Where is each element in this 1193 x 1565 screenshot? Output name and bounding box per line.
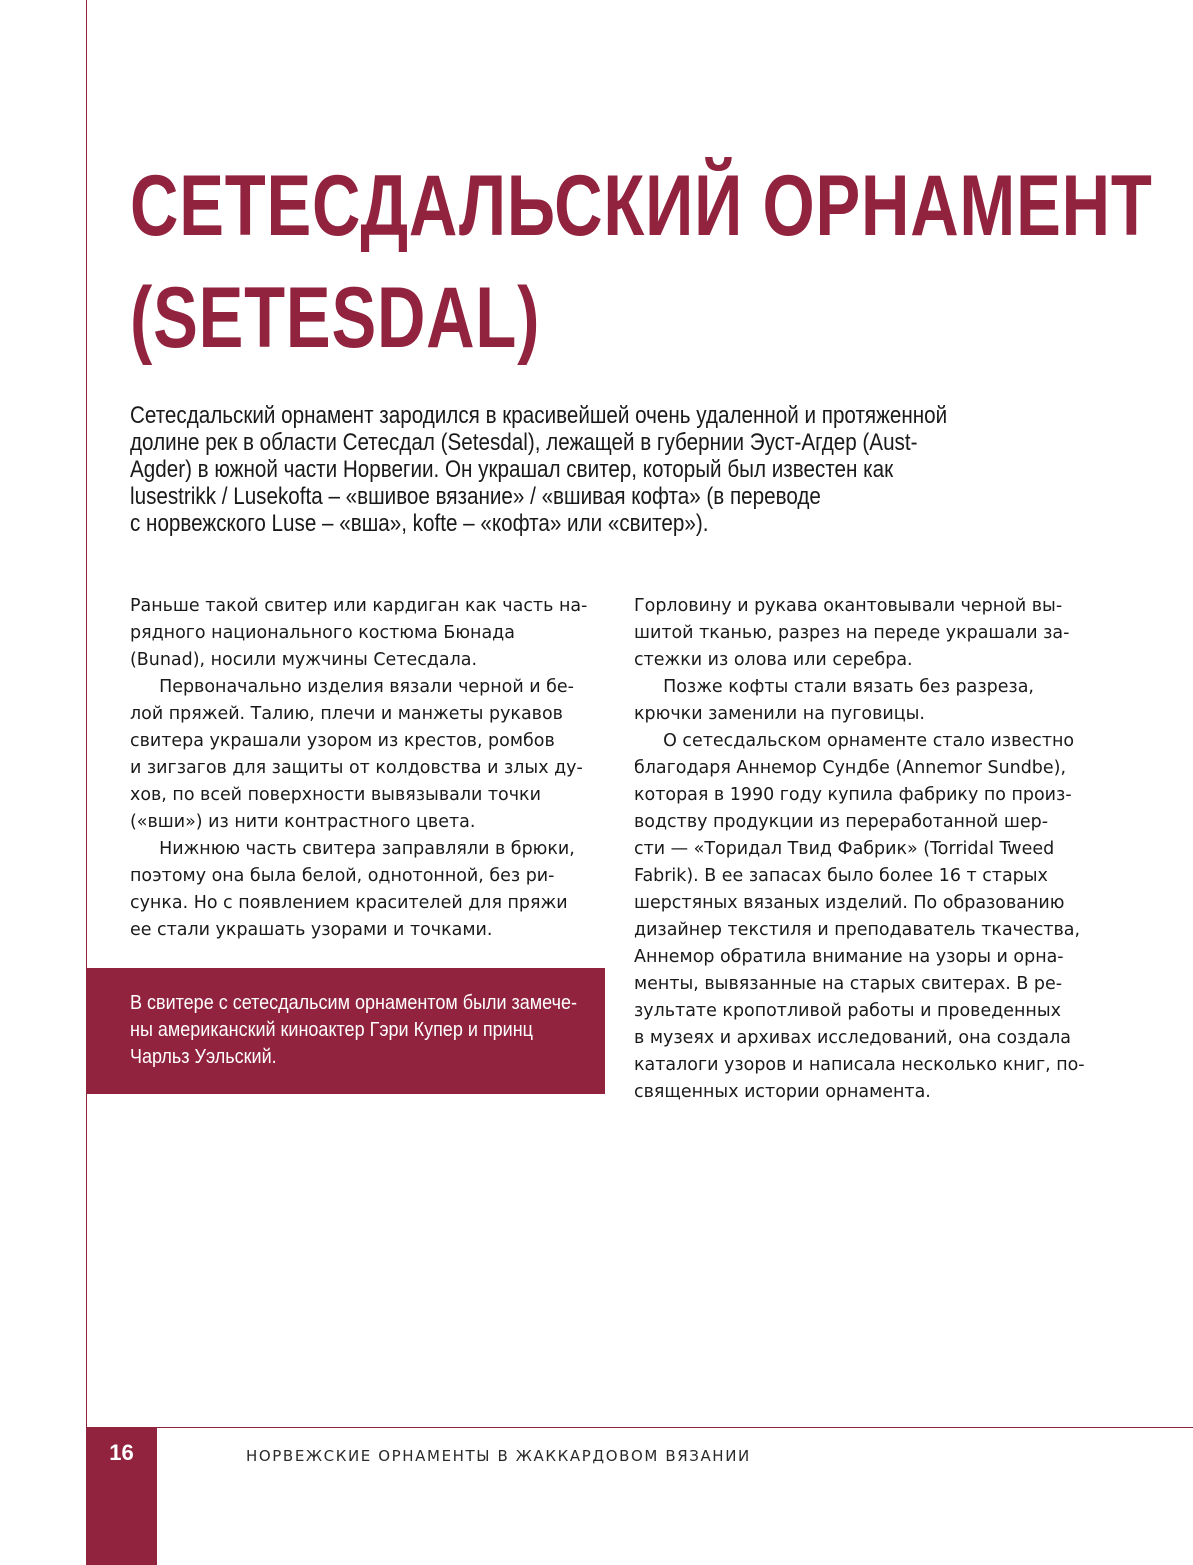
title-line-1: СЕТЕСДАЛЬСКИЙ ОРНАМЕНТ	[130, 158, 1153, 254]
body-line: зультате кропотливой работы и проведенных	[634, 1000, 1061, 1021]
body-line: благодаря Аннемор Сундбе (Annemor Sundbe),	[634, 757, 1066, 778]
body-line: шерстяных вязаных изделий. По образованию	[634, 892, 1065, 913]
body-line: Нижнюю часть свитера заправляли в брюки,	[159, 838, 575, 859]
body-line: водству продукции из переработанной шер-	[634, 811, 1049, 832]
callout-box	[86, 968, 605, 1094]
body-line: менты, вывязанные на старых свитерах. В ре-	[634, 973, 1063, 994]
callout-line: В свитере с сетесдальсим орнаментом были замече-	[130, 992, 577, 1014]
body-line: свитера украшали узором из крестов, ромбов	[130, 730, 555, 751]
lead-line: Agder) в южной части Норвегии. Он украшал свитер, который был известен как	[130, 456, 894, 483]
lead-line: с норвежского Luse – «вша», kofte – «кофта» или «свитер»).	[130, 510, 709, 537]
body-line: Раньше такой свитер или кардиган как часть на-	[130, 595, 588, 616]
body-line: лой пряжей. Талию, плечи и манжеты рукавов	[130, 703, 563, 724]
body-line: Аннемор обратила внимание на узоры и орна-	[634, 946, 1064, 967]
body-line: стежки из олова или серебра.	[634, 649, 913, 670]
body-line: Fabrik). В ее запасах было более 16 т старых	[634, 865, 1048, 886]
callout-line: ны американский киноактер Гэри Купер и принц	[130, 1019, 533, 1041]
running-title: НОРВЕЖСКИЕ ОРНАМЕНТЫ В ЖАККАРДОВОМ ВЯЗАНИИ	[246, 1447, 751, 1465]
body-line: священных истории орнамента.	[634, 1081, 931, 1102]
title-line-2: (SETESDAL)	[130, 270, 541, 366]
body-line: Первоначально изделия вязали черной и бе-	[159, 676, 574, 697]
body-line: и зигзагов для защиты от колдовства и злых ду-	[130, 757, 583, 778]
body-line: сунка. Но с появлением красителей для пряжи	[130, 892, 568, 913]
body-line: дизайнер текстиля и преподаватель ткачества,	[634, 919, 1081, 940]
body-line: каталоги узоров и написала несколько книг, по-	[634, 1054, 1085, 1075]
body-line: рядного национального костюма Бюнада	[130, 622, 515, 643]
left-column	[130, 592, 610, 943]
body-line: поэтому она была белой, однотонной, без ри-	[130, 865, 555, 886]
body-line: Позже кофты стали вязать без разреза,	[663, 676, 1034, 697]
body-line: в музеях и архивах исследований, она создала	[634, 1027, 1071, 1048]
body-line: хов, по всей поверхности вывязывали точки	[130, 784, 541, 805]
body-line: крючки заменили на пуговицы.	[634, 703, 925, 724]
right-column	[634, 592, 1124, 1105]
lead-line: долине рек в области Сетесдал (Setesdal), лежащей в губернии Эуст-Агдер (Aust-	[130, 429, 918, 456]
lead-paragraph	[130, 402, 948, 537]
body-line: (Bunad), носили мужчины Сетесдала.	[130, 649, 478, 670]
lead-line: lusestrikk / Lusekofta – «вшивое вязание» / «вшивая кофта» (в переводе	[130, 483, 821, 510]
page-title	[130, 150, 1153, 374]
body-line: шитой тканью, разрез на переде украшали за-	[634, 622, 1070, 643]
page-number: 16	[109, 1440, 134, 1465]
body-line: («вши») из нити контрастного цвета.	[130, 811, 476, 832]
body-line: которая в 1990 году купила фабрику по произ-	[634, 784, 1072, 805]
margin-rule	[86, 0, 87, 1565]
footer-rule	[86, 1427, 1193, 1428]
body-line: Горловину и рукава окантовывали черной вы-	[634, 595, 1063, 616]
callout-line: Чарльз Уэльский.	[130, 1046, 277, 1068]
body-line: ее стали украшать узорами и точками.	[130, 919, 493, 940]
body-line: сти — «Торидал Твид Фабрик» (Torridal Tweed	[634, 838, 1055, 859]
lead-line: Сетесдальский орнамент зародился в красивейшей очень удаленной и протяженной	[130, 402, 948, 429]
body-line: О сетесдальском орнаменте стало известно	[663, 730, 1075, 751]
